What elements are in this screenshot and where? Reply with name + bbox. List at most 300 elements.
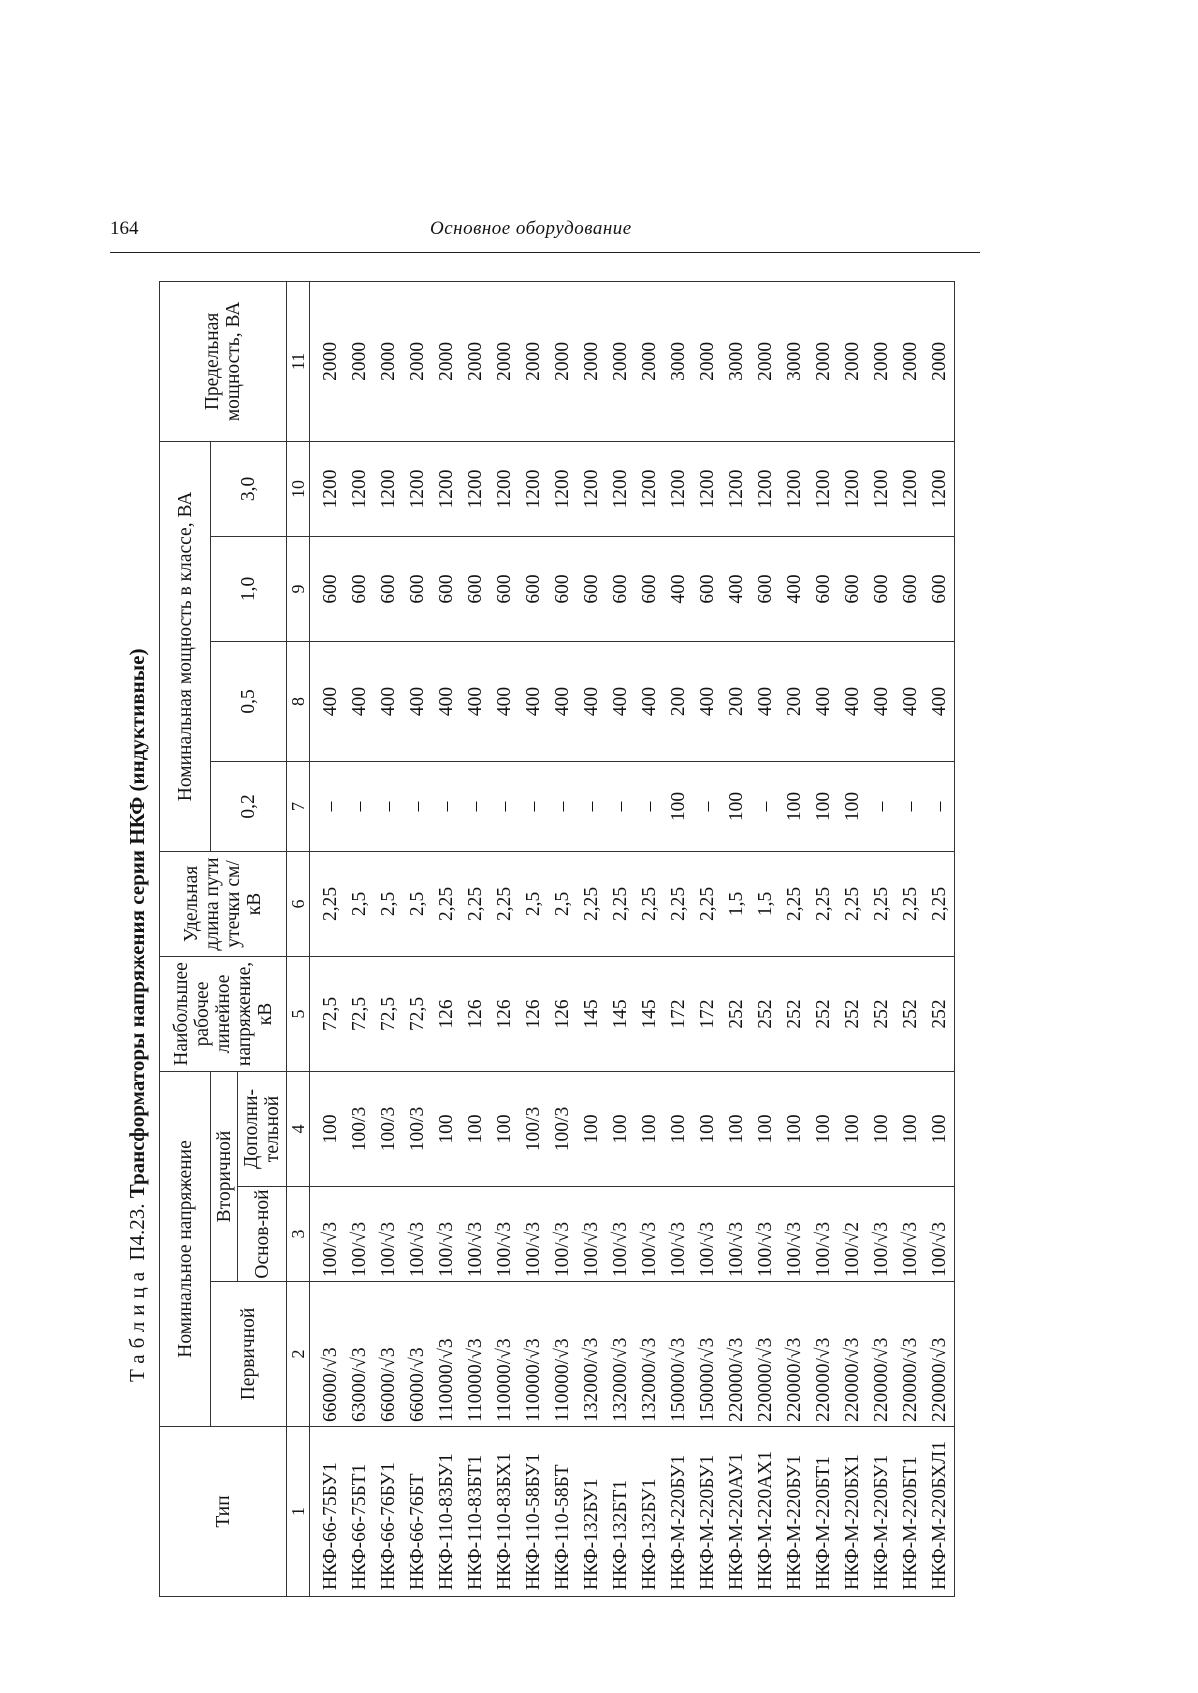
cell-secondary-additional: 100 (577, 1071, 606, 1186)
table-row (693, 281, 722, 1596)
cell-power-0-2: – (490, 761, 519, 851)
cell-secondary-main: 100/√3 (403, 1187, 432, 1282)
cell-limit-power: 2000 (548, 281, 577, 441)
cell-secondary-main: 100/√3 (867, 1187, 896, 1282)
cell-leakage: 2,5 (519, 851, 548, 956)
cell-power-0-2: 100 (780, 761, 809, 851)
cell-leakage: 2,25 (635, 851, 664, 956)
table-row (896, 281, 925, 1596)
cell-type: НКФ-М-220БХЛ1 (925, 1427, 955, 1597)
cell-leakage: 2,25 (310, 851, 346, 956)
column-number: 10 (287, 441, 310, 536)
cell-max-voltage: 72,5 (310, 956, 346, 1071)
header-leakage: Удельная длина пути утечки см/кВ (160, 851, 287, 956)
cell-limit-power: 2000 (693, 281, 722, 441)
cell-leakage: 2,25 (432, 851, 461, 956)
cell-type: НКФ-110-83БУ1 (432, 1427, 461, 1597)
cell-power-1-0: 600 (693, 536, 722, 641)
cell-max-voltage: 252 (722, 956, 751, 1071)
cell-power-0-5: 200 (664, 641, 693, 761)
cell-power-3-0: 1200 (548, 441, 577, 536)
cell-max-voltage: 172 (693, 956, 722, 1071)
cell-primary: 220000/√3 (780, 1282, 809, 1427)
cell-primary: 66000/√3 (374, 1282, 403, 1427)
cell-limit-power: 2000 (606, 281, 635, 441)
cell-primary: 132000/√3 (577, 1282, 606, 1427)
cell-secondary-additional: 100 (867, 1071, 896, 1186)
cell-max-voltage: 126 (432, 956, 461, 1071)
column-number: 8 (287, 641, 310, 761)
column-number: 4 (287, 1071, 310, 1186)
cell-primary: 66000/√3 (310, 1282, 346, 1427)
cell-power-0-5: 400 (751, 641, 780, 761)
cell-primary: 220000/√3 (809, 1282, 838, 1427)
cell-leakage: 2,25 (809, 851, 838, 956)
cell-power-1-0: 600 (461, 536, 490, 641)
cell-power-0-5: 400 (403, 641, 432, 761)
running-header: Основное оборудование (430, 218, 632, 239)
cell-secondary-additional: 100 (490, 1071, 519, 1186)
cell-power-1-0: 600 (403, 536, 432, 641)
cell-power-1-0: 600 (606, 536, 635, 641)
cell-power-0-5: 400 (693, 641, 722, 761)
table-row (432, 281, 461, 1596)
cell-primary: 150000/√3 (693, 1282, 722, 1427)
cell-power-0-2: – (310, 761, 346, 851)
cell-power-0-2: 100 (722, 761, 751, 851)
cell-power-1-0: 600 (635, 536, 664, 641)
cell-power-1-0: 600 (345, 536, 374, 641)
column-number: 2 (287, 1282, 310, 1427)
table-row (809, 281, 838, 1596)
cell-secondary-main: 100/√3 (548, 1187, 577, 1282)
cell-power-0-2: – (751, 761, 780, 851)
cell-type: НКФ-132БУ1 (635, 1427, 664, 1597)
cell-max-voltage: 252 (867, 956, 896, 1071)
cell-primary: 110000/√3 (432, 1282, 461, 1427)
cell-power-3-0: 1200 (751, 441, 780, 536)
table-row (403, 281, 432, 1596)
cell-type: НКФ-М-220БХ1 (838, 1427, 867, 1597)
transformer-table (159, 281, 955, 1597)
cell-type: НКФ-М-220БТ1 (896, 1427, 925, 1597)
cell-power-0-2: – (925, 761, 955, 851)
cell-leakage: 2,25 (693, 851, 722, 956)
table-row (577, 281, 606, 1596)
cell-power-0-5: 400 (838, 641, 867, 761)
table-row (867, 281, 896, 1596)
cell-power-0-2: – (577, 761, 606, 851)
cell-power-3-0: 1200 (345, 441, 374, 536)
header-nominal-voltage: Номинальное напряжение (160, 1071, 211, 1426)
cell-power-0-2: – (548, 761, 577, 851)
cell-secondary-additional: 100/3 (345, 1071, 374, 1186)
table-body (310, 281, 955, 1596)
cell-type: НКФ-М-220БТ1 (809, 1427, 838, 1597)
cell-power-0-2: 100 (664, 761, 693, 851)
cell-limit-power: 2000 (635, 281, 664, 441)
header-class-power: Номинальная мощность в классе, ВА (160, 441, 211, 851)
column-number: 1 (287, 1427, 310, 1597)
cell-limit-power: 2000 (867, 281, 896, 441)
cell-max-voltage: 145 (635, 956, 664, 1071)
cell-max-voltage: 72,5 (403, 956, 432, 1071)
cell-secondary-main: 100/√3 (461, 1187, 490, 1282)
header-class-0-2: 0,2 (211, 761, 287, 851)
cell-power-1-0: 600 (490, 536, 519, 641)
cell-primary: 66000/√3 (403, 1282, 432, 1427)
cell-power-1-0: 400 (664, 536, 693, 641)
cell-secondary-main: 100/√2 (838, 1187, 867, 1282)
cell-secondary-main: 100/√3 (374, 1187, 403, 1282)
cell-power-3-0: 1200 (722, 441, 751, 536)
cell-primary: 132000/√3 (635, 1282, 664, 1427)
cell-secondary-additional: 100/3 (403, 1071, 432, 1186)
cell-power-0-2: – (896, 761, 925, 851)
cell-power-0-5: 200 (722, 641, 751, 761)
cell-power-0-2: – (461, 761, 490, 851)
cell-secondary-additional: 100 (606, 1071, 635, 1186)
rotated-table-block (115, 282, 955, 1597)
cell-power-3-0: 1200 (838, 441, 867, 536)
cell-limit-power: 2000 (519, 281, 548, 441)
cell-limit-power: 2000 (345, 281, 374, 441)
cell-power-3-0: 1200 (925, 441, 955, 536)
cell-max-voltage: 126 (519, 956, 548, 1071)
cell-max-voltage: 72,5 (345, 956, 374, 1071)
cell-power-0-2: 100 (838, 761, 867, 851)
cell-secondary-main: 100/√3 (635, 1187, 664, 1282)
cell-max-voltage: 172 (664, 956, 693, 1071)
cell-type: НКФ-132БУ1 (577, 1427, 606, 1597)
cell-leakage: 2,25 (867, 851, 896, 956)
cell-max-voltage: 252 (838, 956, 867, 1071)
cell-power-3-0: 1200 (310, 441, 346, 536)
cell-power-3-0: 1200 (896, 441, 925, 536)
header-class-1-0: 1,0 (211, 536, 287, 641)
cell-primary: 132000/√3 (606, 1282, 635, 1427)
header-primary: Первичной (211, 1282, 287, 1427)
cell-leakage: 2,5 (345, 851, 374, 956)
table-row (722, 281, 751, 1596)
cell-secondary-main: 100/√3 (490, 1187, 519, 1282)
cell-power-1-0: 600 (577, 536, 606, 641)
cell-type: НКФ-110-58БТ (548, 1427, 577, 1597)
cell-limit-power: 2000 (838, 281, 867, 441)
cell-power-1-0: 600 (432, 536, 461, 641)
table-row (374, 281, 403, 1596)
cell-power-1-0: 600 (867, 536, 896, 641)
cell-limit-power: 3000 (722, 281, 751, 441)
cell-max-voltage: 145 (606, 956, 635, 1071)
cell-max-voltage: 145 (577, 956, 606, 1071)
cell-primary: 220000/√3 (867, 1282, 896, 1427)
cell-max-voltage: 252 (751, 956, 780, 1071)
column-number: 7 (287, 761, 310, 851)
cell-leakage: 2,25 (606, 851, 635, 956)
cell-secondary-additional: 100/3 (374, 1071, 403, 1186)
cell-secondary-additional: 100 (461, 1071, 490, 1186)
cell-secondary-main: 100/√3 (345, 1187, 374, 1282)
cell-power-0-2: – (403, 761, 432, 851)
cell-secondary-main: 100/√3 (577, 1187, 606, 1282)
cell-power-1-0: 600 (896, 536, 925, 641)
cell-leakage: 1,5 (751, 851, 780, 956)
cell-leakage: 2,25 (896, 851, 925, 956)
cell-power-0-5: 400 (345, 641, 374, 761)
cell-max-voltage: 126 (461, 956, 490, 1071)
cell-leakage: 2,5 (548, 851, 577, 956)
header-main: Основ-ной (238, 1187, 287, 1282)
table-header (160, 281, 310, 1596)
cell-limit-power: 2000 (374, 281, 403, 441)
cell-power-3-0: 1200 (432, 441, 461, 536)
cell-leakage: 1,5 (722, 851, 751, 956)
cell-type: НКФ-М-220БУ1 (693, 1427, 722, 1597)
cell-secondary-main: 100/√3 (722, 1187, 751, 1282)
cell-power-1-0: 600 (751, 536, 780, 641)
table-row (461, 281, 490, 1596)
header-additional: Дополни-тельной (238, 1071, 287, 1186)
cell-primary: 110000/√3 (548, 1282, 577, 1427)
cell-limit-power: 2000 (896, 281, 925, 441)
cell-primary: 220000/√3 (751, 1282, 780, 1427)
cell-power-3-0: 1200 (635, 441, 664, 536)
cell-type: НКФ-М-220БУ1 (867, 1427, 896, 1597)
caption-number: П4.23. (125, 1203, 149, 1261)
header-class-3-0: 3,0 (211, 441, 287, 536)
cell-power-0-5: 200 (780, 641, 809, 761)
cell-power-1-0: 600 (519, 536, 548, 641)
caption-title: Трансформаторы напряжения серии НКФ (индуктивные) (125, 648, 149, 1199)
cell-leakage: 2,5 (374, 851, 403, 956)
cell-type: НКФ-110-83БТ1 (461, 1427, 490, 1597)
cell-power-0-5: 400 (606, 641, 635, 761)
cell-secondary-additional: 100 (693, 1071, 722, 1186)
cell-secondary-main: 100/√3 (432, 1187, 461, 1282)
cell-power-3-0: 1200 (606, 441, 635, 536)
cell-power-3-0: 1200 (519, 441, 548, 536)
cell-secondary-additional: 100 (635, 1071, 664, 1186)
column-number: 9 (287, 536, 310, 641)
cell-type: НКФ-66-76БУ1 (374, 1427, 403, 1597)
cell-power-3-0: 1200 (403, 441, 432, 536)
cell-power-0-2: – (374, 761, 403, 851)
cell-limit-power: 2000 (809, 281, 838, 441)
cell-secondary-additional: 100/3 (519, 1071, 548, 1186)
header-rule (110, 252, 980, 253)
cell-type: НКФ-66-76БТ (403, 1427, 432, 1597)
cell-max-voltage: 252 (780, 956, 809, 1071)
cell-limit-power: 3000 (664, 281, 693, 441)
cell-primary: 220000/√3 (925, 1282, 955, 1427)
table-row (635, 281, 664, 1596)
table-row (780, 281, 809, 1596)
cell-power-3-0: 1200 (664, 441, 693, 536)
header-limit-power: Предельная мощность, ВА (160, 281, 287, 441)
column-number: 11 (287, 281, 310, 441)
column-number: 5 (287, 956, 310, 1071)
cell-secondary-main: 100/√3 (310, 1187, 346, 1282)
cell-power-0-5: 400 (310, 641, 346, 761)
cell-secondary-additional: 100 (838, 1071, 867, 1186)
cell-leakage: 2,5 (403, 851, 432, 956)
table-row (490, 281, 519, 1596)
cell-secondary-main: 100/√3 (606, 1187, 635, 1282)
cell-type: НКФ-М-220БУ1 (780, 1427, 809, 1597)
cell-power-1-0: 600 (925, 536, 955, 641)
cell-leakage: 2,25 (925, 851, 955, 956)
cell-power-0-5: 400 (490, 641, 519, 761)
cell-primary: 110000/√3 (519, 1282, 548, 1427)
cell-power-0-2: – (635, 761, 664, 851)
table-row (606, 281, 635, 1596)
cell-power-0-2: – (345, 761, 374, 851)
cell-power-3-0: 1200 (809, 441, 838, 536)
cell-power-1-0: 600 (809, 536, 838, 641)
cell-max-voltage: 72,5 (374, 956, 403, 1071)
caption-label: Таблица (125, 1265, 149, 1382)
cell-power-0-5: 400 (809, 641, 838, 761)
cell-primary: 63000/√3 (345, 1282, 374, 1427)
cell-power-1-0: 600 (838, 536, 867, 641)
cell-power-0-2: – (693, 761, 722, 851)
cell-max-voltage: 252 (896, 956, 925, 1071)
cell-limit-power: 3000 (780, 281, 809, 441)
cell-leakage: 2,25 (838, 851, 867, 956)
table-row (345, 281, 374, 1596)
cell-power-0-5: 400 (461, 641, 490, 761)
cell-power-3-0: 1200 (577, 441, 606, 536)
cell-power-0-2: – (432, 761, 461, 851)
cell-power-3-0: 1200 (461, 441, 490, 536)
table-caption (115, 282, 159, 1597)
cell-power-0-5: 400 (577, 641, 606, 761)
cell-limit-power: 2000 (490, 281, 519, 441)
cell-power-0-5: 400 (374, 641, 403, 761)
cell-secondary-main: 100/√3 (809, 1187, 838, 1282)
table-row (925, 281, 955, 1596)
cell-secondary-additional: 100 (432, 1071, 461, 1186)
cell-limit-power: 2000 (461, 281, 490, 441)
cell-type: НКФ-132БТ1 (606, 1427, 635, 1597)
table-row (310, 281, 346, 1596)
cell-limit-power: 2000 (925, 281, 955, 441)
cell-secondary-additional: 100 (751, 1071, 780, 1186)
cell-leakage: 2,25 (490, 851, 519, 956)
cell-leakage: 2,25 (780, 851, 809, 956)
cell-secondary-main: 100/√3 (693, 1187, 722, 1282)
cell-type: НКФ-М-220АУ1 (722, 1427, 751, 1597)
cell-power-1-0: 600 (310, 536, 346, 641)
cell-secondary-additional: 100 (780, 1071, 809, 1186)
cell-power-0-2: – (519, 761, 548, 851)
cell-secondary-main: 100/√3 (896, 1187, 925, 1282)
table-row (519, 281, 548, 1596)
cell-limit-power: 2000 (751, 281, 780, 441)
cell-max-voltage: 126 (490, 956, 519, 1071)
cell-power-0-2: 100 (809, 761, 838, 851)
cell-primary: 150000/√3 (664, 1282, 693, 1427)
cell-secondary-main: 100/√3 (519, 1187, 548, 1282)
table-row (838, 281, 867, 1596)
cell-power-0-5: 400 (635, 641, 664, 761)
cell-secondary-additional: 100 (809, 1071, 838, 1186)
cell-limit-power: 2000 (577, 281, 606, 441)
column-number-row (287, 281, 310, 1596)
cell-power-0-5: 400 (548, 641, 577, 761)
cell-primary: 220000/√3 (838, 1282, 867, 1427)
cell-primary: 110000/√3 (490, 1282, 519, 1427)
cell-secondary-additional: 100 (925, 1071, 955, 1186)
cell-max-voltage: 252 (925, 956, 955, 1071)
column-number: 6 (287, 851, 310, 956)
cell-type: НКФ-М-220АХ1 (751, 1427, 780, 1597)
header-secondary: Вторичной (211, 1071, 238, 1281)
cell-type: НКФ-66-75БТ1 (345, 1427, 374, 1597)
cell-limit-power: 2000 (403, 281, 432, 441)
cell-type: НКФ-М-220БУ1 (664, 1427, 693, 1597)
cell-power-1-0: 600 (374, 536, 403, 641)
cell-secondary-additional: 100 (896, 1071, 925, 1186)
cell-power-1-0: 600 (548, 536, 577, 641)
cell-power-0-2: – (606, 761, 635, 851)
cell-secondary-main: 100/√3 (751, 1187, 780, 1282)
cell-type: НКФ-66-75БУ1 (310, 1427, 346, 1597)
cell-power-3-0: 1200 (780, 441, 809, 536)
cell-power-0-5: 400 (925, 641, 955, 761)
cell-secondary-main: 100/√3 (664, 1187, 693, 1282)
column-number: 3 (287, 1187, 310, 1282)
cell-secondary-additional: 100/3 (548, 1071, 577, 1186)
cell-limit-power: 2000 (432, 281, 461, 441)
cell-limit-power: 2000 (310, 281, 346, 441)
cell-leakage: 2,25 (461, 851, 490, 956)
cell-secondary-additional: 100 (664, 1071, 693, 1186)
cell-type: НКФ-110-58БУ1 (519, 1427, 548, 1597)
cell-power-0-5: 400 (432, 641, 461, 761)
page-number: 164 (110, 218, 139, 239)
cell-max-voltage: 252 (809, 956, 838, 1071)
header-class-0-5: 0,5 (211, 641, 287, 761)
cell-power-1-0: 400 (780, 536, 809, 641)
header-type: Тип (160, 1427, 287, 1597)
cell-primary: 110000/√3 (461, 1282, 490, 1427)
cell-primary: 220000/√3 (722, 1282, 751, 1427)
header-max-voltage: Наибольшее рабочее линейное напряжение, кВ (160, 956, 287, 1071)
cell-power-3-0: 1200 (693, 441, 722, 536)
table-row (751, 281, 780, 1596)
cell-secondary-additional: 100 (722, 1071, 751, 1186)
cell-power-3-0: 1200 (490, 441, 519, 536)
cell-power-0-5: 400 (519, 641, 548, 761)
cell-secondary-additional: 100 (310, 1071, 346, 1186)
cell-leakage: 2,25 (577, 851, 606, 956)
table-row (664, 281, 693, 1596)
cell-type: НКФ-110-83БХ1 (490, 1427, 519, 1597)
cell-power-0-5: 400 (896, 641, 925, 761)
table-row (548, 281, 577, 1596)
cell-power-0-5: 400 (867, 641, 896, 761)
cell-power-1-0: 400 (722, 536, 751, 641)
cell-power-3-0: 1200 (867, 441, 896, 536)
cell-power-0-2: – (867, 761, 896, 851)
cell-max-voltage: 126 (548, 956, 577, 1071)
cell-primary: 220000/√3 (896, 1282, 925, 1427)
cell-leakage: 2,25 (664, 851, 693, 956)
cell-secondary-main: 100/√3 (780, 1187, 809, 1282)
cell-secondary-main: 100/√3 (925, 1187, 955, 1282)
